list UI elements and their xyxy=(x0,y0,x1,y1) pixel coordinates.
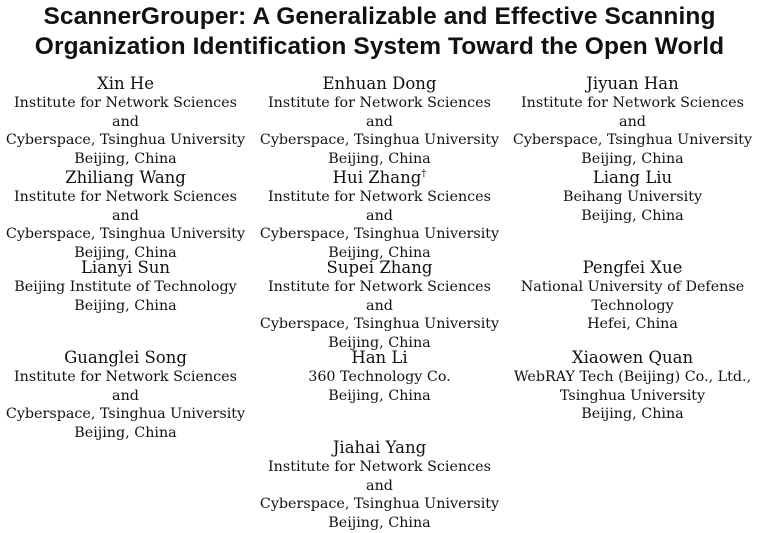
author-block xyxy=(506,74,759,169)
author-affiliation: Institute for Network Sciences and Cyberspace, Tsinghua University Beijing, China xyxy=(259,459,500,532)
author-name: Jiyuan Han xyxy=(586,74,679,93)
corresponding-author-mark: † xyxy=(421,168,427,180)
author-affiliation: Institute for Network Sciences and Cyberspace, Tsinghua University Beijing, China xyxy=(259,279,500,352)
author-name: Lianyi Sun xyxy=(80,258,171,277)
author-block xyxy=(253,168,506,263)
author-name: Xin He xyxy=(96,74,155,93)
author-affiliation: WebRAY Tech (Beijing) Co., Ltd., Tsinghua University Beijing, China xyxy=(513,369,752,423)
author-block xyxy=(253,258,506,353)
author-name: Guanglei Song xyxy=(64,348,187,367)
author-block xyxy=(0,258,252,315)
author-affiliation: Institute for Network Sciences and Cyberspace, Tsinghua University Beijing, China xyxy=(5,369,246,442)
author-name xyxy=(253,168,506,188)
author-block xyxy=(253,348,506,405)
author-name: Jiahai Yang xyxy=(332,438,427,457)
author-affiliation: Institute for Network Sciences and Cyberspace, Tsinghua University Beijing, China xyxy=(259,95,500,168)
author-affiliation: Institute for Network Sciences and Cyberspace, Tsinghua University Beijing, China xyxy=(259,189,500,262)
author-name: Liang Liu xyxy=(592,168,673,187)
author-block xyxy=(253,438,506,533)
author-name: Pengfei Xue xyxy=(582,258,683,277)
author-name-text: Hui Zhang xyxy=(332,168,422,187)
paper-title xyxy=(0,2,759,62)
title-line-2: Organization Identification System Toward the Open World xyxy=(34,33,725,60)
author-block xyxy=(506,168,759,225)
author-affiliation: Beihang University Beijing, China xyxy=(562,189,703,224)
author-block xyxy=(506,258,759,334)
author-block xyxy=(506,348,759,424)
author-affiliation: Beijing Institute of Technology Beijing, China xyxy=(14,279,237,314)
author-name: Enhuan Dong xyxy=(322,74,437,93)
author-affiliation: National University of Defense Technology Hefei, China xyxy=(520,279,745,333)
title-line-1: ScannerGrouper: A Generalizable and Effective Scanning xyxy=(43,3,716,30)
author-affiliation: Institute for Network Sciences and Cyberspace, Tsinghua University Beijing, China xyxy=(5,189,246,262)
author-block xyxy=(253,74,506,169)
author-affiliation: Institute for Network Sciences and Cyberspace, Tsinghua University Beijing, China xyxy=(512,95,753,168)
author-name: Xiaowen Quan xyxy=(571,348,694,367)
author-block xyxy=(0,168,252,263)
author-name: Supei Zhang xyxy=(326,258,433,277)
author-affiliation: Institute for Network Sciences and Cyberspace, Tsinghua University Beijing, China xyxy=(5,95,246,168)
author-block xyxy=(0,74,252,169)
author-name: Zhiliang Wang xyxy=(65,168,186,187)
author-name: Han Li xyxy=(351,348,408,367)
author-affiliation: 360 Technology Co. Beijing, China xyxy=(308,369,451,404)
author-block xyxy=(0,348,252,443)
